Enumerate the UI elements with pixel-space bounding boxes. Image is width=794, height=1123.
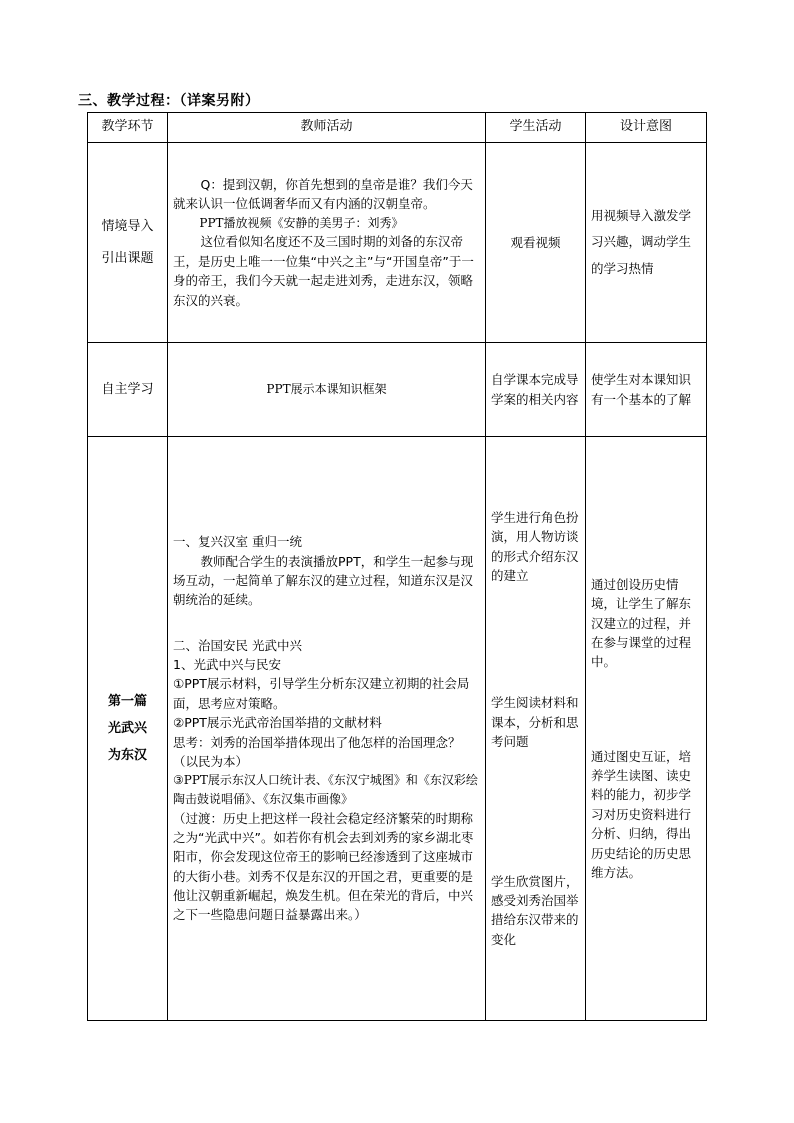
design-intent-cell — [586, 143, 707, 343]
teacher-text: 思考：刘秀的治国举措体现出了他怎样的治国理念？（以民为本） — [173, 734, 461, 769]
stage-label: 第一篇光武兴为东汉 — [107, 693, 147, 764]
teacher-text: （过渡：历史上把这样一段社会稳定经济繁荣的时期称之为“光武中兴”。如若你有机会去到刘秀的家乡湖北枣阳市，你会发现这位帝王的影响已经渗透到了这座城市的大街小巷。刘秀不仅是东汉的开国之君，更重要的是他让汉朝重新崛起，焕发生机。但在荣光的背后，中兴之下一些隐患问题日益暴露出来。） — [173, 810, 474, 923]
teacher-activity-cell — [168, 143, 486, 343]
student-activity-cell — [486, 343, 586, 437]
student-text: 学生阅读材料和课本，分析和思考问题 — [491, 695, 579, 750]
teacher-text: 教师配合学生的表演播放PPT，和学生一起参与现场互动，一起简单了解东汉的建立过程，知道东汉是汉朝统治的延续。 — [173, 553, 474, 608]
table-row — [88, 143, 707, 343]
design-text: 通过图史互证，培养学生读图、读史料的能力，初步学习对历史资料进行分析、归纳，得出历史结论的历史思维方法。 — [591, 748, 692, 880]
teacher-text: 一、复兴汉室 重归一统 — [173, 534, 302, 550]
student-text: 学生进行角色扮演，用人物访谈的形式介绍东汉的建立 — [491, 509, 579, 584]
student-activity-cell — [486, 143, 586, 343]
column-header-student: 学生活动 — [486, 113, 586, 143]
teacher-text: 二、治国安民 光武中兴 — [173, 637, 302, 653]
teacher-activity-cell — [168, 343, 486, 437]
column-header-stage: 教学环节 — [88, 113, 168, 143]
student-activity-cell — [486, 437, 586, 1021]
column-header-design: 设计意图 — [586, 113, 707, 143]
design-intent-cell — [586, 437, 707, 1021]
teacher-text: 这位看似知名度还不及三国时期的刘备的东汉帝王，是历史上唯一一位集“中兴之主”与“开国皇帝”于一身的帝王，我们今天就一起走进刘秀，走进东汉，领略东汉的兴衰。 — [173, 234, 474, 308]
section-heading: 三、教学过程：（详案另附） — [78, 93, 260, 109]
design-intent-cell — [586, 343, 707, 437]
teacher-text: 1、光武中兴与民安 — [173, 657, 281, 673]
stage-cell — [88, 143, 168, 343]
table-header-row — [88, 113, 707, 143]
student-text: 观看视频 — [510, 234, 561, 250]
student-text: 自学课本完成导学案的相关内容 — [491, 372, 579, 407]
design-text: 使学生对本课知识有一个基本的了解 — [591, 372, 692, 407]
student-text: 学生欣赏图片，感受刘秀治国举措给东汉带来的变化 — [491, 873, 579, 947]
teacher-text: ③PPT展示东汉人口统计表、《东汉宁城图》和《东汉彩绘陶击鼓说唱俑》、《东汉集市画像》 — [173, 773, 478, 806]
stage-label: 情境导入引出课题 — [101, 219, 154, 266]
teacher-text: PPT播放视频《安静的美男子：刘秀》 — [199, 215, 404, 230]
teacher-text: PPT展示本课知识框架 — [266, 382, 387, 397]
stage-cell — [88, 343, 168, 437]
table-row — [88, 437, 707, 1021]
teacher-text: ②PPT展示光武帝治国举措的文献材料 — [173, 715, 382, 731]
column-header-teacher: 教师活动 — [168, 113, 486, 143]
design-text: 用视频导入激发学习兴趣，调动学生的学习热情 — [591, 208, 692, 276]
lesson-process-table — [87, 112, 707, 1021]
teacher-activity-cell — [168, 437, 486, 1021]
table-row — [88, 343, 707, 437]
teacher-text: Q：提到汉朝，你首先想到的皇帝是谁？我们今天就来认识一位低调奢华而又有内涵的汉朝皇帝。 — [173, 177, 473, 212]
design-text: 通过创设历史情境，让学生了解东汉建立的过程，并在参与课堂的过程中。 — [591, 576, 692, 670]
teacher-text: ①PPT展示材料，引导学生分析东汉建立初期的社会局面，思考应对策略。 — [173, 676, 470, 711]
stage-cell — [88, 437, 168, 1021]
stage-label: 自主学习 — [101, 381, 154, 397]
